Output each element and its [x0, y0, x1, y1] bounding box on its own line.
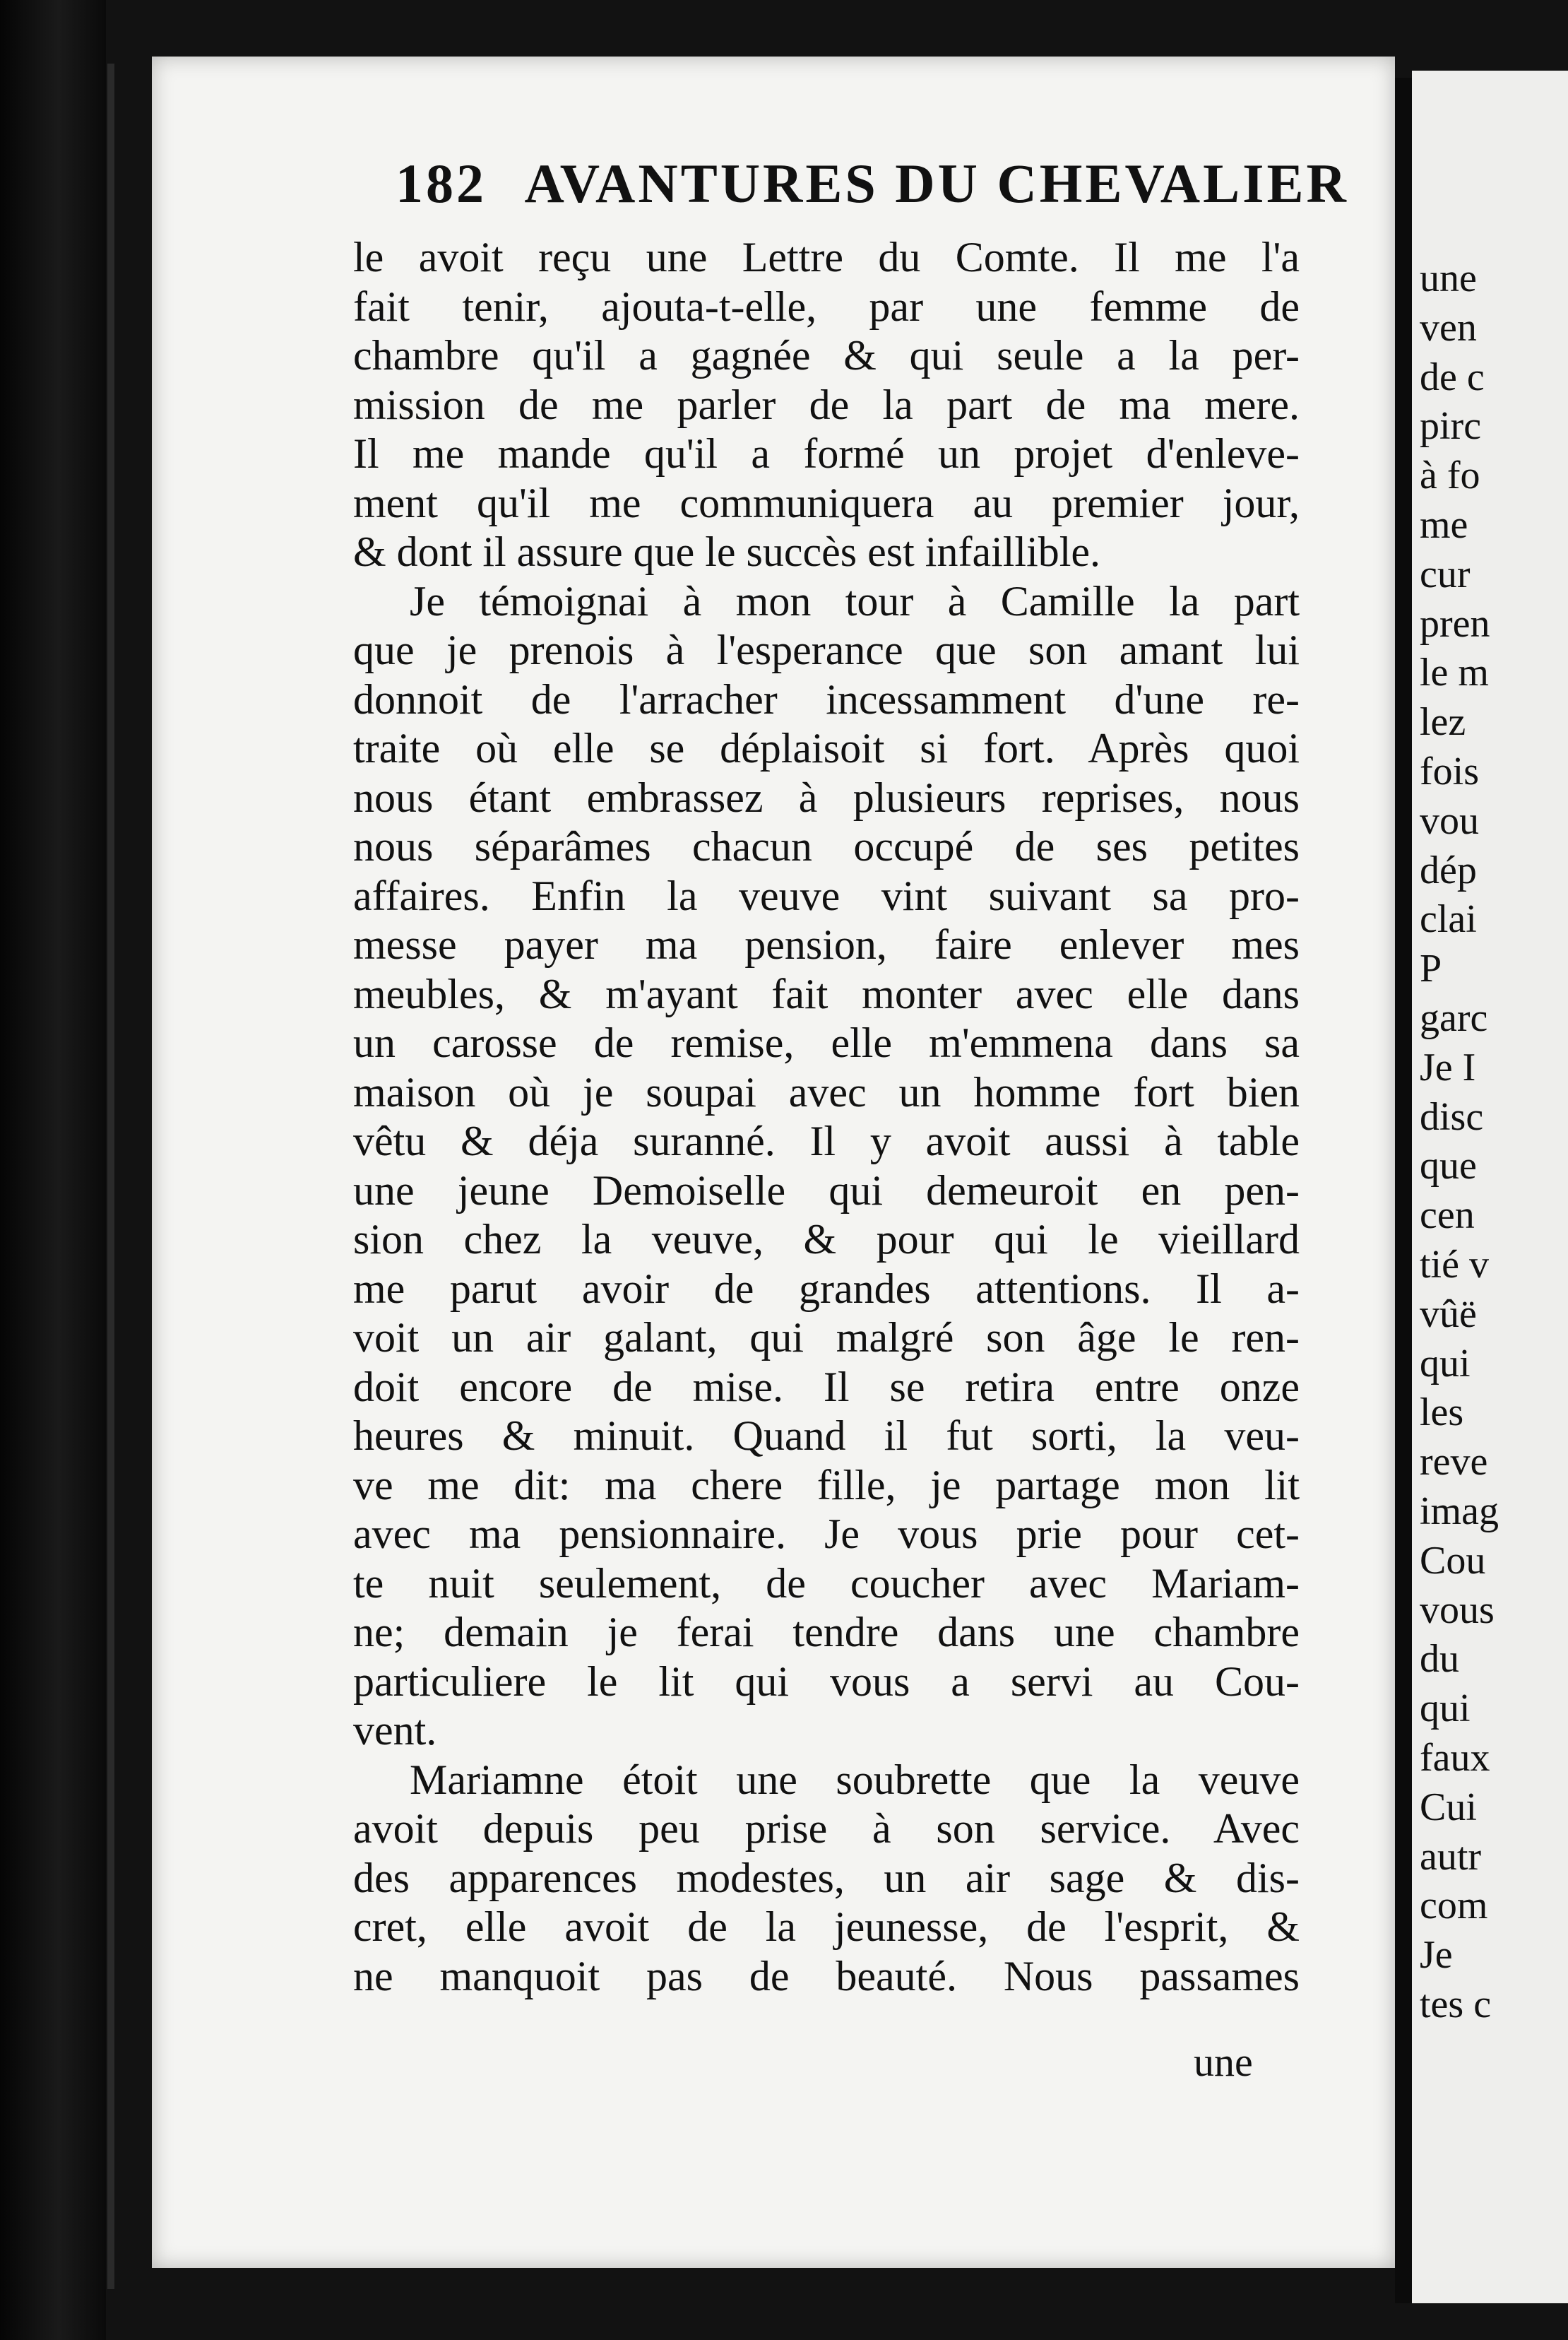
running-title: AVANTURES DU CHEVALIER [524, 153, 1349, 214]
text-line: maison où je soupai avec un homme fort bien [353, 1068, 1300, 1116]
facing-page-fragment: faux [1420, 1735, 1490, 1780]
text-line: Mariamne étoit une soubrette que la veuve [410, 1756, 1300, 1803]
facing-page-fragment: P [1420, 947, 1442, 991]
facing-page-fragment: du [1420, 1637, 1459, 1682]
text-line: affaires. Enfin la veuve vint suivant sa pro- [353, 872, 1300, 919]
text-line: des apparences modestes, un air sage & dis- [353, 1854, 1300, 1901]
text-line: vêtu & déja suranné. Il y avoit aussi à table [353, 1118, 1300, 1164]
facing-page-fragment: vou [1420, 798, 1479, 843]
text-line: cret, elle avoit de la jeunesse, de l'esprit, & [353, 1903, 1300, 1950]
text-line: ne; demain je ferai tendre dans une chambre [353, 1609, 1300, 1655]
facing-page-fragment: que [1420, 1144, 1477, 1188]
facing-page-fragment: imag [1420, 1489, 1499, 1533]
facing-page-fragment: Cou [1420, 1538, 1486, 1583]
facing-page-fragment: cen [1420, 1193, 1475, 1238]
facing-page-fragment: lez [1420, 700, 1466, 745]
facing-page-fragment: à fo [1420, 454, 1480, 498]
facing-page-fragment: vûë [1420, 1292, 1477, 1336]
facing-page-fragment: me [1420, 502, 1468, 547]
text-line: Il me mande qu'il a formé un projet d'enleve- [353, 430, 1300, 477]
facing-page-fragment: vous [1420, 1588, 1495, 1632]
facing-page-fragment: ven [1420, 305, 1477, 350]
page-header [396, 152, 1349, 230]
text-line: donnoit de l'arracher incessamment d'une re- [353, 675, 1300, 723]
facing-page-fragment: pren [1420, 601, 1490, 646]
binding-edge [107, 64, 114, 2289]
text-line: le avoit reçu une Lettre du Comte. Il me l'a [353, 234, 1300, 280]
facing-page-fragment: Cui [1420, 1785, 1477, 1829]
text-line: ve me dit: ma chere fille, je partage mon lit [353, 1461, 1300, 1508]
text-line: sion chez la veuve, & pour qui le vieillard [353, 1216, 1300, 1263]
text-line: Je témoignai à mon tour à Camille la part [410, 577, 1300, 625]
text-line: avec ma pensionnaire. Je vous prie pour cet- [353, 1511, 1300, 1557]
facing-page-fragment: le m [1420, 651, 1489, 695]
facing-page-fragment: Je [1420, 1933, 1453, 1978]
text-line: vent. [353, 1707, 437, 1754]
text-line: que je prenois à l'esperance que son amant lui [353, 627, 1300, 673]
facing-page-fragment: Je I [1420, 1045, 1476, 1089]
facing-page-fragment: qui [1420, 1686, 1471, 1731]
facing-page-fragment: garc [1420, 995, 1488, 1040]
facing-page-fragment: les [1420, 1390, 1464, 1435]
text-line: avoit depuis peu prise à son service. Avec [353, 1805, 1300, 1852]
text-line: particuliere le lit qui vous a servi au Cou- [353, 1658, 1300, 1705]
facing-page-text [1420, 254, 1568, 2030]
facing-page-fragment: qui [1420, 1341, 1471, 1385]
page-number: 182 [396, 153, 487, 214]
facing-page-fragment: fois [1420, 749, 1479, 793]
facing-page-fragment: reve [1420, 1440, 1488, 1484]
text-line: une jeune Demoiselle qui demeuroit en pen- [353, 1166, 1300, 1214]
facing-page-fragment: tes c [1420, 1982, 1492, 2026]
facing-page-fragment: disc [1420, 1094, 1484, 1139]
page-gutter [1395, 78, 1412, 2303]
text-line: mission de me parler de la part de ma mere. [353, 381, 1300, 428]
facing-page-fragment: clai [1420, 897, 1477, 942]
text-line: nous étant embrassez à plusieurs reprises, nous [353, 774, 1300, 821]
facing-page-fragment: tié v [1420, 1242, 1489, 1287]
binding-shadow [0, 0, 106, 2340]
text-line: fait tenir, ajouta-t-elle, par une femme de [353, 283, 1300, 330]
facing-page-fragment: pirc [1420, 404, 1482, 449]
facing-page-fragment: de c [1420, 355, 1485, 399]
text-line: ment qu'il me communiquera au premier jour, [353, 479, 1300, 526]
text-line: doit encore de mise. Il se retira entre onze [353, 1363, 1300, 1410]
text-line: voit un air galant, qui malgré son âge le ren- [353, 1314, 1300, 1361]
facing-page-fragment: une [1420, 256, 1477, 300]
body-text [353, 233, 1300, 2001]
text-line: te nuit seulement, de coucher avec Mariam- [353, 1559, 1300, 1607]
catchword: une [1194, 2039, 1253, 2085]
facing-page-fragment: dép [1420, 848, 1477, 892]
text-line: ne manquoit pas de beauté. Nous passames [353, 1952, 1300, 1999]
text-line: chambre qu'il a gagnée & qui seule a la per- [353, 332, 1300, 379]
text-line: me parut avoir de grandes attentions. Il a- [353, 1265, 1300, 1312]
text-line: meubles, & m'ayant fait monter avec elle dans [353, 970, 1300, 1017]
text-line: nous séparâmes chacun occupé de ses petites [353, 823, 1300, 870]
text-line: heures & minuit. Quand il fut sorti, la veu- [353, 1412, 1300, 1459]
facing-page-fragment: autr [1420, 1834, 1482, 1879]
facing-page-fragment: cur [1420, 552, 1471, 596]
text-line: un carosse de remise, elle m'emmena dans sa [353, 1020, 1300, 1066]
facing-page-fragment: com [1420, 1884, 1488, 1928]
text-line: traite où elle se déplaisoit si fort. Après quoi [353, 725, 1300, 772]
text-line: messe payer ma pension, faire enlever mes [353, 921, 1300, 968]
text-line: & dont il assure que le succès est infaillible. [353, 528, 1101, 575]
